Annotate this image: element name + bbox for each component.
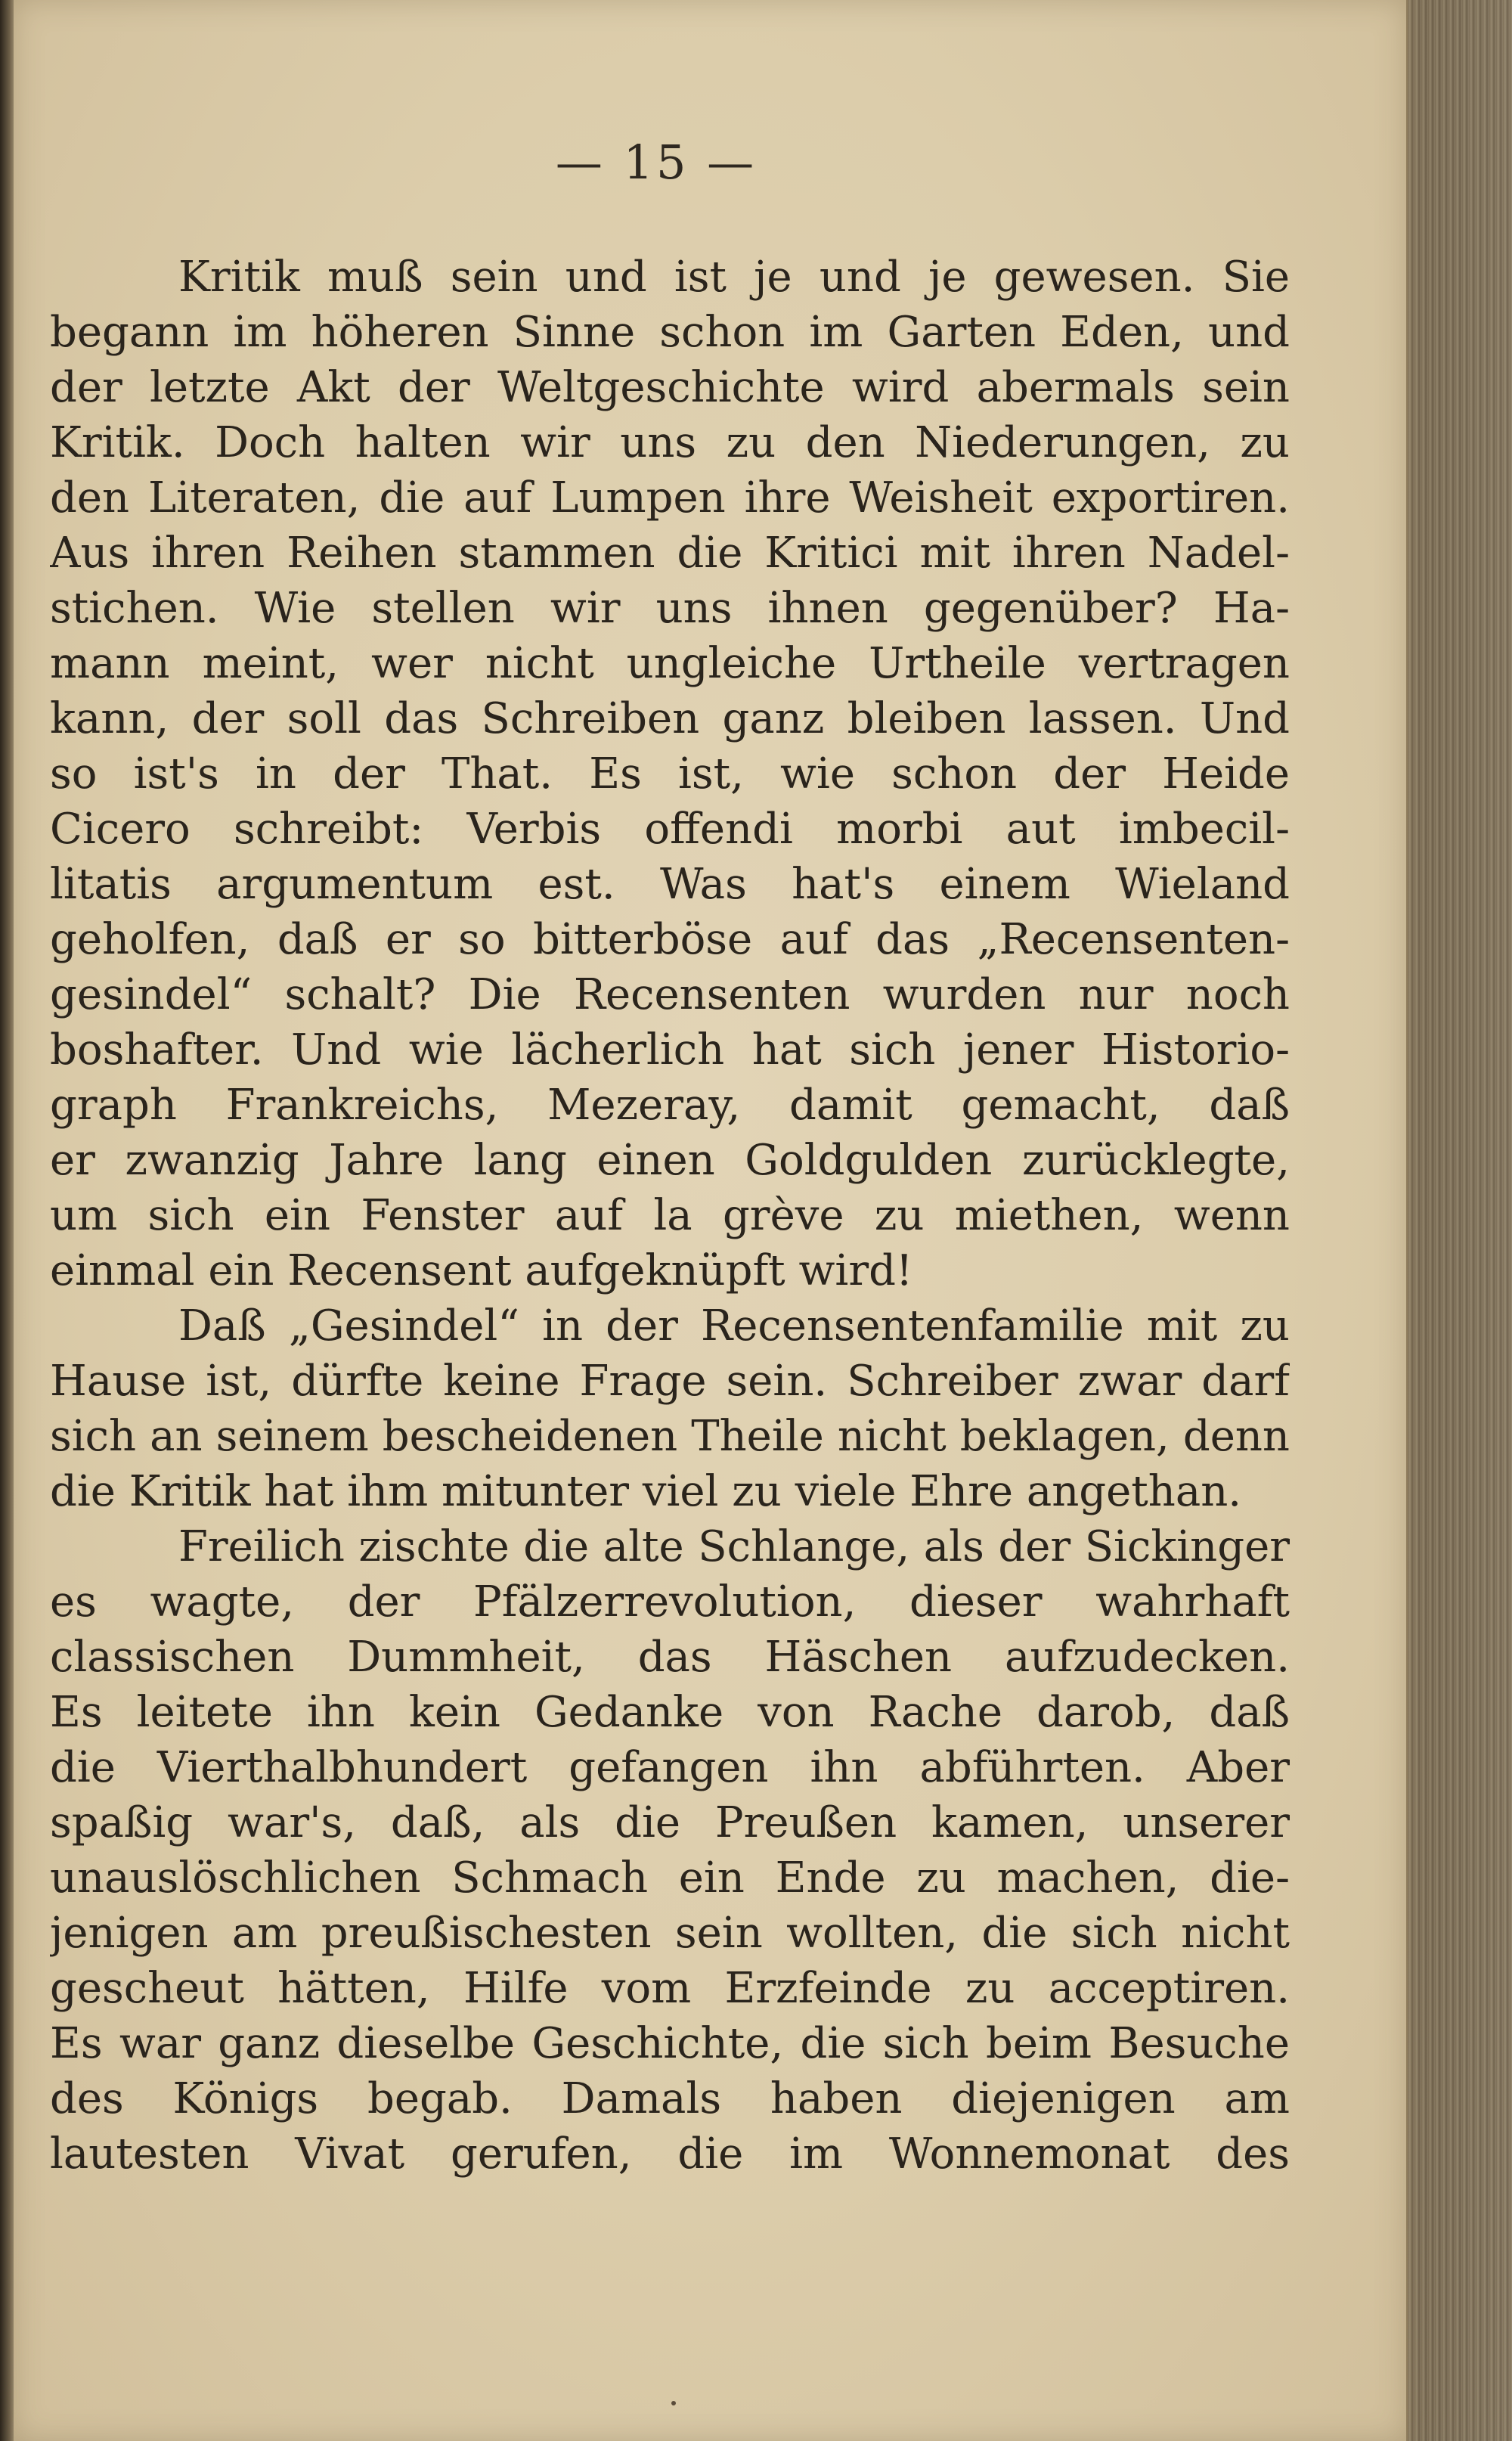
text-line: die Kritik hat ihm mitunter viel zu viele Ehre angethan. [50,1467,1242,1516]
text-line: er zwanzig Jahre lang einen Goldgulden zurücklegte, [50,1136,1290,1185]
page-edges [1408,0,1512,2441]
text-line: classischen Dummheit, das Häschen aufzudecken. [50,1633,1290,1682]
text-line: Freilich zischte die alte Schlange, als der Sickinger [178,1522,1290,1571]
page-paper [14,0,1406,2441]
text-line: Kritik muß sein und ist je und je gewesen. Sie [178,253,1290,302]
text-line: begann im höheren Sinne schon im Garten Eden, und [50,308,1290,357]
text-line: graph Frankreichs, Mezeray, damit gemacht, daß [50,1081,1290,1130]
text-line: Es war ganz dieselbe Geschichte, die sich beim Besuche [50,2019,1290,2068]
text-line: es wagte, der Pfälzerrevolution, dieser wahrhaft [50,1577,1290,1627]
text-line: des Königs begab. Damals haben diejenigen am [50,2074,1290,2123]
text-line: so ist's in der That. Es ist, wie schon der Heide [50,749,1290,799]
text-line: geholfen, daß er so bitterböse auf das „Recensenten- [50,915,1290,964]
text-line: boshafter. Und wie lächerlich hat sich jener Historio- [50,1025,1290,1075]
text-line: den Literaten, die auf Lumpen ihre Weisheit exportiren. [50,473,1290,523]
text-line: Cicero schreibt: Verbis offendi morbi aut imbecil- [50,805,1290,854]
page-number: — 15 — [555,135,758,190]
body-text [50,250,1290,2182]
text-line: Es leitete ihn kein Gedanke von Rache darob, daß [50,1688,1290,1737]
text-line: lautesten Vivat gerufen, die im Wonnemonat des [50,2129,1290,2179]
text-line: spaßig war's, daß, als die Preußen kamen, unserer [50,1798,1290,1847]
text-line: einmal ein Recensent aufgeknüpft wird! [50,1246,913,1295]
text-line: mann meint, wer nicht ungleiche Urtheile vertragen [50,639,1290,688]
text-line: unauslöschlichen Schmach ein Ende zu machen, die- [50,1853,1290,1903]
text-line: Daß „Gesindel“ in der Recensentenfamilie mit zu [178,1301,1290,1351]
ink-speck [671,2401,676,2405]
text-line: Aus ihren Reihen stammen die Kritici mit ihren Nadel- [50,529,1290,578]
text-line: gescheut hätten, Hilfe vom Erzfeinde zu acceptiren. [50,1964,1290,2013]
text-line: kann, der soll das Schreiben ganz bleiben lassen. Und [50,694,1290,743]
text-line: der letzte Akt der Weltgeschichte wird abermals sein [50,363,1290,412]
text-line: um sich ein Fenster auf la grève zu miethen, wenn [50,1191,1290,1240]
text-line: sich an seinem bescheidenen Theile nicht beklagen, denn [50,1412,1290,1461]
text-line: jenigen am preußischesten sein wollten, die sich nicht [50,1909,1290,1958]
text-line: Hause ist, dürfte keine Frage sein. Schreiber zwar darf [50,1357,1290,1406]
text-line: stichen. Wie stellen wir uns ihnen gegenüber? Ha- [50,584,1290,633]
text-line: Kritik. Doch halten wir uns zu den Niederungen, zu [50,418,1290,467]
text-line: litatis argumentum est. Was hat's einem Wieland [50,860,1290,909]
text-line: die Vierthalbhundert gefangen ihn abführten. Aber [50,1743,1290,1792]
text-line: gesindel“ schalt? Die Recensenten wurden nur noch [50,970,1290,1019]
